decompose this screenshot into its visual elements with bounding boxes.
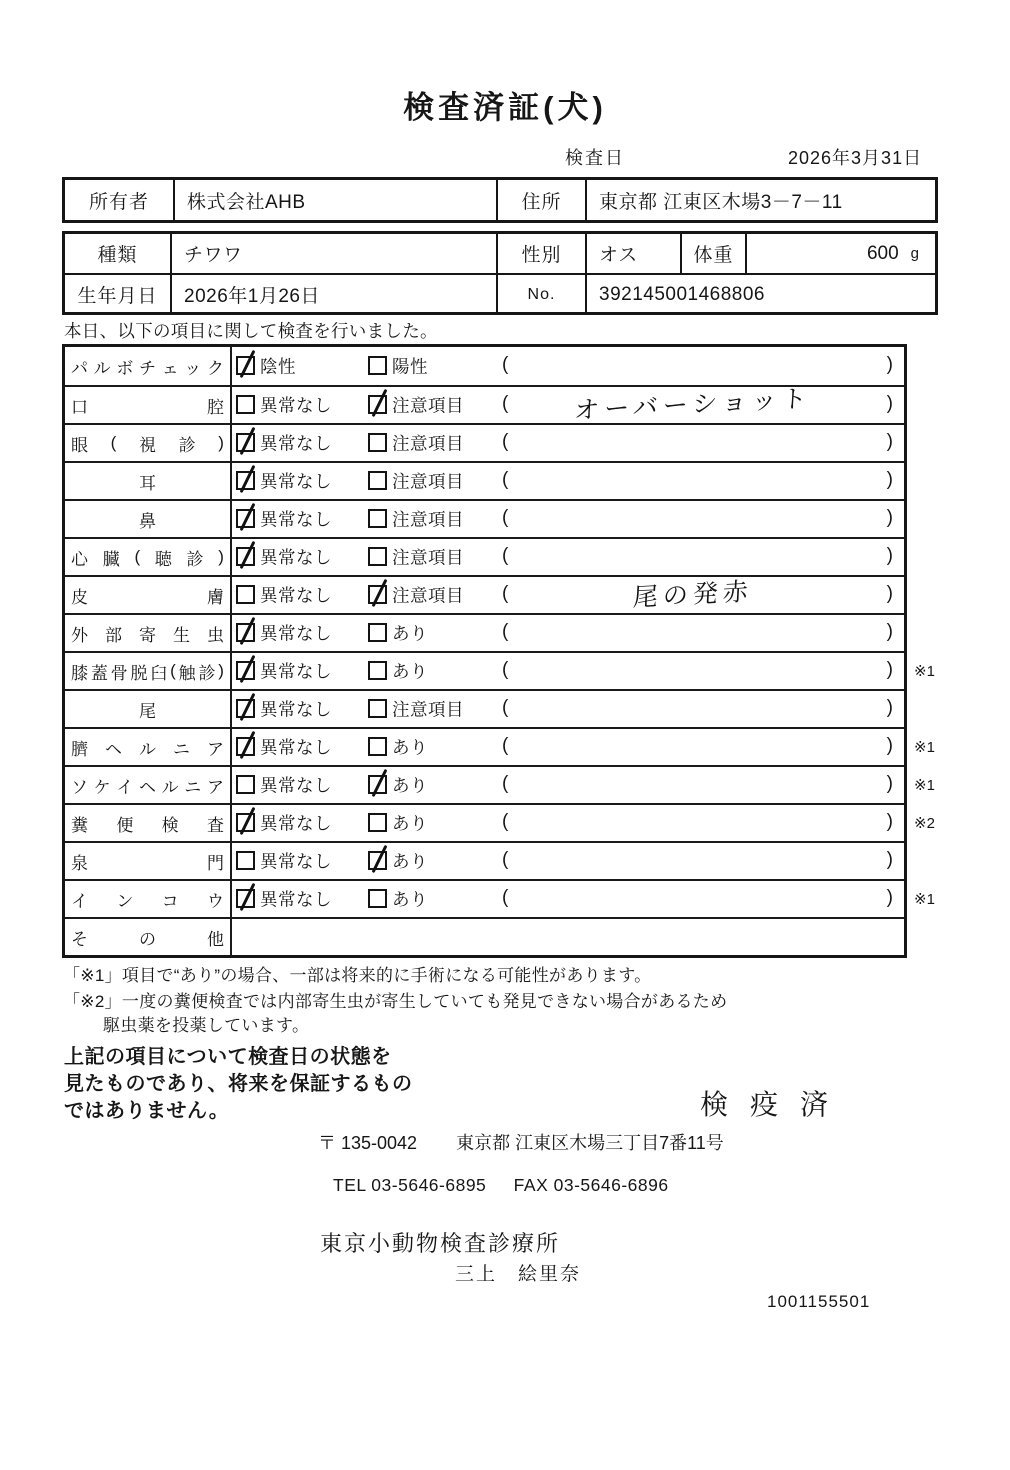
sex-value-cell: オス xyxy=(585,234,680,273)
breed-value-cell: チワワ xyxy=(170,234,496,273)
handwritten-note xyxy=(522,662,864,680)
option2-checkbox[interactable] xyxy=(368,356,387,375)
handwritten-note xyxy=(522,548,864,566)
option1-label: 異常なし xyxy=(260,889,332,910)
document-code: 1001155501 xyxy=(767,1292,871,1311)
inspection-item-label: 鼻 xyxy=(65,501,232,537)
inspection-item-label: 外 部 寄 生 虫 xyxy=(65,615,232,651)
note-paren-close-icon: ) xyxy=(886,773,893,795)
handwritten-note xyxy=(522,852,864,870)
inspection-item-label: ソ ケ イ ヘ ル ニ ア xyxy=(65,767,232,803)
handwritten-note xyxy=(522,357,864,375)
note-paren-close-icon: ) xyxy=(886,393,893,415)
inspection-item-label: 眼 ( 視 診 ) xyxy=(65,425,232,461)
inspection-row-content xyxy=(232,843,904,879)
note-paren-close-icon: ) xyxy=(886,887,893,909)
inspection-row-content xyxy=(232,577,904,613)
option2-checkbox[interactable] xyxy=(368,585,387,604)
option2-label: あり xyxy=(392,661,428,682)
inspection-item-label: イ ン コ ウ xyxy=(65,881,232,917)
option1-label: 異常なし xyxy=(260,395,332,416)
inspection-row-content xyxy=(232,919,904,955)
inspection-row xyxy=(65,575,904,613)
examiner-name: 三上 絵里奈 xyxy=(455,1264,582,1285)
pet-table xyxy=(62,231,938,315)
note-paren-open-icon: ( xyxy=(502,354,509,376)
note-paren-close-icon: ) xyxy=(886,545,893,567)
option2-label: 注意項目 xyxy=(392,509,464,530)
note-paren-open-icon: ( xyxy=(502,773,509,795)
note-paren-close-icon: ) xyxy=(886,659,893,681)
handwritten-note xyxy=(522,624,864,642)
note-paren-close-icon: ) xyxy=(886,621,893,643)
option1-checkbox[interactable] xyxy=(236,889,255,908)
note-paren-close-icon: ) xyxy=(886,469,893,491)
quarantine-passed-stamp: 検疫済 xyxy=(700,1089,851,1120)
option1-checkbox[interactable] xyxy=(236,356,255,375)
inspection-row xyxy=(65,879,935,917)
inspection-item-label: 糞 便 検 査 xyxy=(65,805,232,841)
handwritten-note: オーバーショット xyxy=(573,384,813,426)
note-paren-close-icon: ) xyxy=(886,507,893,529)
option1-label: 異常なし xyxy=(260,509,332,530)
inspection-row xyxy=(65,537,904,575)
inspection-row-content xyxy=(232,767,935,803)
inspection-date-label: 検査日 xyxy=(565,148,625,168)
option1-checkbox[interactable] xyxy=(236,775,255,794)
inspection-row xyxy=(65,384,904,426)
option2-label: あり xyxy=(392,813,428,834)
option2-label: 注意項目 xyxy=(392,585,464,606)
option2-label: 注意項目 xyxy=(392,433,464,454)
footnote-2-line2: 駆虫薬を投薬しています。 xyxy=(103,1016,310,1035)
inspection-row-content xyxy=(232,805,935,841)
note-paren-open-icon: ( xyxy=(502,621,509,643)
inspection-item-label: 泉 門 xyxy=(65,843,232,879)
footnote-mark: ※1 xyxy=(914,777,935,794)
option1-label: 異常なし xyxy=(260,661,332,682)
note-paren-close-icon: ) xyxy=(886,697,893,719)
option2-checkbox[interactable] xyxy=(368,775,387,794)
birthdate-label-cell: 生年月日 xyxy=(77,286,158,307)
intro-text: 本日、以下の項目に関して検査を行いました。 xyxy=(64,321,438,341)
option1-label: 異常なし xyxy=(260,775,332,796)
note-paren-open-icon: ( xyxy=(502,469,509,491)
address-value-cell: 東京都 江東区木場3－7－11 xyxy=(585,180,935,220)
note-paren-close-icon: ) xyxy=(886,431,893,453)
note-paren-open-icon: ( xyxy=(502,659,509,681)
inspection-row-content xyxy=(232,463,904,499)
handwritten-note xyxy=(522,434,864,452)
weight-value: 600 xyxy=(866,242,899,264)
clinic-address: 東京都 江東区木場三丁目7番11号 xyxy=(456,1133,724,1153)
option1-label: 異常なし xyxy=(260,737,332,758)
option1-label: 異常なし xyxy=(260,623,332,644)
inspection-row xyxy=(65,765,935,803)
inspection-item-label: 膝 蓋 骨 脱 臼 ( 触 診 ) xyxy=(65,653,232,689)
note-paren-close-icon: ) xyxy=(886,849,893,871)
sex-label-cell: 性別 xyxy=(496,234,585,273)
tel-number: TEL 03-5646-6895 xyxy=(333,1175,487,1195)
note-paren-open-icon: ( xyxy=(502,887,509,909)
option2-checkbox[interactable] xyxy=(368,395,387,414)
owner-table xyxy=(62,177,938,223)
option1-checkbox[interactable] xyxy=(236,395,255,414)
inspection-row xyxy=(65,423,904,461)
option2-label: 注意項目 xyxy=(392,547,464,568)
inspection-row xyxy=(65,689,904,727)
option2-checkbox[interactable] xyxy=(368,661,387,680)
note-paren-open-icon: ( xyxy=(502,735,509,757)
footnote-mark: ※2 xyxy=(914,815,935,832)
option1-checkbox[interactable] xyxy=(236,509,255,528)
certificate-no-label-cell: No. xyxy=(496,275,585,314)
note-paren-close-icon: ) xyxy=(886,811,893,833)
inspection-row xyxy=(65,651,935,689)
breed-label-cell: 種類 xyxy=(97,245,138,266)
handwritten-note xyxy=(522,700,864,718)
disclaimer-text xyxy=(64,1044,413,1125)
option2-label: あり xyxy=(392,851,428,872)
handwritten-note xyxy=(522,472,864,490)
note-paren-open-icon: ( xyxy=(502,811,509,833)
option1-checkbox[interactable] xyxy=(236,547,255,566)
option2-checkbox[interactable] xyxy=(368,737,387,756)
birthdate-value-cell: 2026年1月26日 xyxy=(170,275,496,314)
handwritten-note xyxy=(522,510,864,528)
certificate-no-value-cell: 392145001468806 xyxy=(585,275,935,314)
handwritten-note xyxy=(522,776,864,794)
inspection-row xyxy=(65,803,935,841)
owner-value-cell: 株式会社AHB xyxy=(173,180,496,220)
weight-value-cell xyxy=(745,234,935,273)
note-paren-open-icon: ( xyxy=(502,697,509,719)
disclaimer-line2: 見たものであり、将来を保証するもの xyxy=(64,1073,413,1095)
inspection-row-content xyxy=(232,729,935,765)
inspection-item-label: 皮 膚 xyxy=(65,577,232,613)
note-paren-open-icon: ( xyxy=(502,507,509,529)
footnote-mark: ※1 xyxy=(914,663,935,680)
postal-code: 〒 135-0042 xyxy=(318,1133,418,1153)
disclaimer-line3: ではありません。 xyxy=(64,1100,230,1122)
clinic-name: 東京小動物検査診療所 xyxy=(320,1231,561,1256)
option1-checkbox[interactable] xyxy=(236,737,255,756)
inspection-row xyxy=(65,499,904,537)
inspection-item-label: 心 臓 ( 聴 診 ) xyxy=(65,539,232,575)
option2-checkbox[interactable] xyxy=(368,699,387,718)
option1-checkbox[interactable] xyxy=(236,661,255,680)
option1-checkbox[interactable] xyxy=(236,471,255,490)
option1-checkbox[interactable] xyxy=(236,699,255,718)
inspection-item-label: 口 腔 xyxy=(65,387,232,423)
inspection-row-content xyxy=(232,691,904,727)
inspection-row-content xyxy=(232,425,904,461)
inspection-row xyxy=(65,613,904,651)
option2-checkbox[interactable] xyxy=(368,471,387,490)
inspection-item-label: そ の 他 xyxy=(65,919,232,955)
option2-checkbox[interactable] xyxy=(368,813,387,832)
inspection-date-value: 2026年3月31日 xyxy=(788,148,923,168)
handwritten-note xyxy=(522,890,864,908)
option2-label: 陽性 xyxy=(392,356,428,377)
option2-checkbox[interactable] xyxy=(368,433,387,452)
option1-label: 異常なし xyxy=(260,433,332,454)
option1-checkbox[interactable] xyxy=(236,433,255,452)
clinic-phone-line xyxy=(333,1175,669,1196)
option1-label: 異常なし xyxy=(260,813,332,834)
handwritten-note xyxy=(522,738,864,756)
note-paren-open-icon: ( xyxy=(502,393,509,415)
option1-label: 異常なし xyxy=(260,851,332,872)
weight-label-cell: 体重 xyxy=(680,234,745,273)
inspection-row xyxy=(65,917,904,955)
option2-checkbox[interactable] xyxy=(368,509,387,528)
footnote-mark: ※1 xyxy=(914,739,935,756)
weight-unit: g xyxy=(910,245,919,262)
handwritten-note xyxy=(522,814,864,832)
inspection-row xyxy=(65,461,904,499)
inspection-item-label: 耳 xyxy=(65,463,232,499)
option1-checkbox[interactable] xyxy=(236,851,255,870)
note-paren-open-icon: ( xyxy=(502,545,509,567)
option1-checkbox[interactable] xyxy=(236,623,255,642)
option1-checkbox[interactable] xyxy=(236,813,255,832)
option2-checkbox[interactable] xyxy=(368,851,387,870)
option2-label: あり xyxy=(392,889,428,910)
note-paren-close-icon: ) xyxy=(886,354,893,376)
footnote-2-line1: 「※2」一度の糞便検査では内部寄生虫が寄生していても発見できない場合があるため xyxy=(63,992,728,1011)
note-paren-open-icon: ( xyxy=(502,583,509,605)
note-paren-open-icon: ( xyxy=(502,431,509,453)
option1-label: 異常なし xyxy=(260,547,332,568)
footnote-mark: ※1 xyxy=(914,891,935,908)
inspection-item-label: 臍 ヘ ル ニ ア xyxy=(65,729,232,765)
option2-label: 注意項目 xyxy=(392,699,464,720)
option1-label: 異常なし xyxy=(260,699,332,720)
inspection-row-content xyxy=(232,881,935,917)
inspection-row-content xyxy=(232,501,904,537)
inspection-table xyxy=(62,344,935,958)
certificate-title: 検査済証(犬) xyxy=(403,90,607,125)
note-paren-close-icon: ) xyxy=(886,583,893,605)
handwritten-note: 尾の発赤 xyxy=(632,577,754,613)
inspection-row-content xyxy=(232,384,904,426)
inspection-row xyxy=(65,347,904,385)
option2-label: あり xyxy=(392,737,428,758)
note-paren-open-icon: ( xyxy=(502,849,509,871)
option1-label: 陰性 xyxy=(260,356,296,377)
fax-number: FAX 03-5646-6896 xyxy=(513,1175,669,1195)
disclaimer-line1: 上記の項目について検査日の状態を xyxy=(64,1046,392,1068)
footnote-1: 「※1」項目で“あり”の場合、一部は将来的に手術になる可能性があります。 xyxy=(63,966,652,985)
option2-checkbox[interactable] xyxy=(368,623,387,642)
option2-checkbox[interactable] xyxy=(368,889,387,908)
owner-label-cell: 所有者 xyxy=(88,191,149,213)
option2-label: あり xyxy=(392,623,428,644)
note-paren-close-icon: ) xyxy=(886,735,893,757)
inspection-row-content xyxy=(232,653,935,689)
address-label-cell: 住所 xyxy=(496,180,585,220)
inspection-item-label: 尾 xyxy=(65,691,232,727)
clinic-address-line xyxy=(318,1129,724,1155)
option2-label: 注意項目 xyxy=(392,471,464,492)
option2-checkbox[interactable] xyxy=(368,547,387,566)
inspection-row-content xyxy=(232,615,904,651)
inspection-row xyxy=(65,841,904,879)
inspection-item-label: パ ル ボ チ ェ ッ ク xyxy=(65,347,232,385)
option2-label: あり xyxy=(392,775,428,796)
inspection-row xyxy=(65,727,935,765)
option1-label: 異常なし xyxy=(260,471,332,492)
option1-checkbox[interactable] xyxy=(236,585,255,604)
option2-label: 注意項目 xyxy=(392,395,464,416)
option1-label: 異常なし xyxy=(260,585,332,606)
